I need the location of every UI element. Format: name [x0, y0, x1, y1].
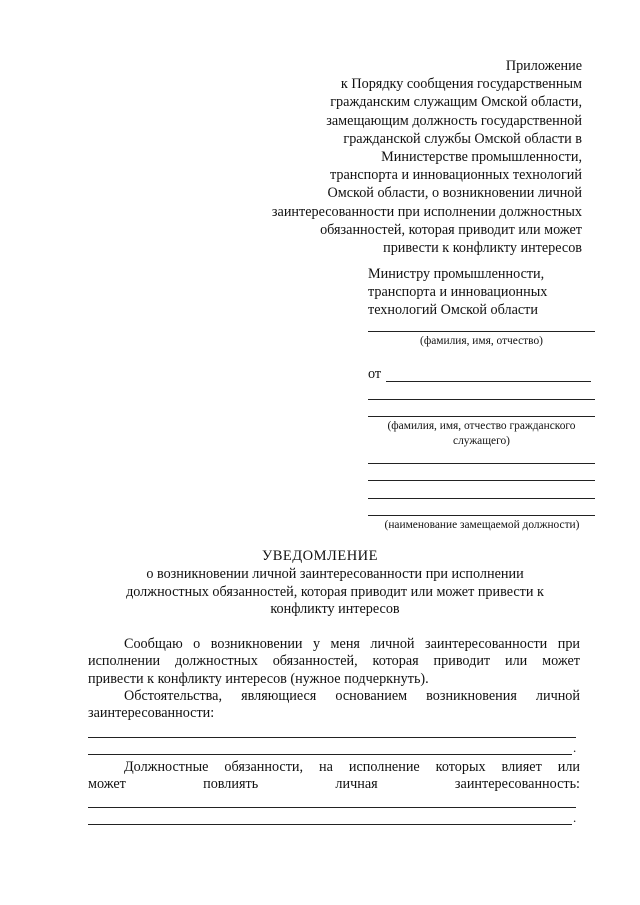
subtitle-line: конфликту интересов	[270, 601, 400, 617]
addressee-line: транспорта и инновационных	[368, 284, 548, 300]
employee-caption-line: (фамилия, имя, отчество гражданского	[387, 420, 576, 432]
minister-name-caption: (фамилия, имя, отчество)	[420, 335, 543, 347]
appendix-line: обязанностей, которая приводит или может	[320, 221, 582, 238]
addressee-block	[368, 265, 598, 319]
minister-name-field[interactable]	[368, 331, 595, 332]
appendix-line: транспорта и инновационных технологий	[329, 167, 582, 184]
appendix-line: к Порядку сообщения государственным	[340, 76, 582, 93]
paragraph-circumstances	[88, 688, 580, 723]
appendix-line: замещающим должность государственной	[326, 112, 582, 129]
paragraph-notice	[88, 636, 580, 688]
paragraph-line: исполнении должностных обязанностей, которая приводит или может	[88, 653, 580, 670]
appendix-line: привести к конфликту интересов	[383, 240, 582, 257]
appendix-line: Приложение	[505, 58, 582, 74]
addressee-line: технологий Омской области	[368, 302, 538, 318]
position-field-2[interactable]	[368, 480, 595, 481]
period-mark: .	[573, 810, 577, 825]
appendix-line: заинтересованности при исполнении должностных	[271, 203, 582, 220]
paragraph-line: привести к конфликту интересов (нужное подчеркнуть).	[88, 670, 429, 687]
employee-name-field-1[interactable]	[386, 381, 591, 382]
addressee-line: Министру промышленности,	[368, 266, 545, 282]
employee-name-field-2[interactable]	[368, 399, 595, 400]
appendix-line: Омской области, о возникновении личной	[327, 185, 582, 202]
subtitle-line: должностных обязанностей, которая приводит или может привести к	[126, 583, 544, 600]
position-field-3[interactable]	[368, 498, 595, 499]
position-field-1[interactable]	[368, 463, 595, 464]
position-field-4[interactable]	[368, 515, 595, 516]
appendix-header	[240, 57, 582, 257]
notice-title: УВЕДОМЛЕНИЕ	[261, 548, 379, 564]
circumstances-field-1[interactable]	[88, 737, 576, 738]
paragraph-line: может повлиять личная заинтересованность:	[88, 776, 580, 793]
period-mark: .	[573, 740, 577, 755]
employee-name-caption	[368, 419, 595, 449]
notice-subtitle	[90, 566, 580, 619]
paragraph-duties	[88, 759, 580, 794]
duties-field-1[interactable]	[88, 807, 576, 808]
circumstances-field-2[interactable]	[88, 754, 572, 755]
appendix-line: гражданской службы Омской области в	[343, 130, 582, 147]
employee-name-field-3[interactable]	[368, 416, 595, 417]
employee-caption-line: служащего)	[453, 435, 510, 447]
paragraph-line: Должностные обязанности, на исполнение которых влияет или	[124, 759, 580, 775]
appendix-line: гражданским служащим Омской области,	[330, 94, 582, 111]
paragraph-line: заинтересованности:	[88, 705, 215, 722]
position-caption: (наименование замещаемой должности)	[384, 519, 580, 531]
paragraph-line: Обстоятельства, являющиеся основанием возникновения личной	[124, 688, 580, 704]
paragraph-line: Сообщаю о возникновении у меня личной заинтересованности при	[124, 636, 580, 652]
subtitle-line: о возникновении личной заинтересованности при исполнении	[146, 566, 524, 582]
from-label: от	[368, 366, 382, 382]
appendix-line: Министерстве промышленности,	[381, 149, 582, 166]
duties-field-2[interactable]	[88, 824, 572, 825]
